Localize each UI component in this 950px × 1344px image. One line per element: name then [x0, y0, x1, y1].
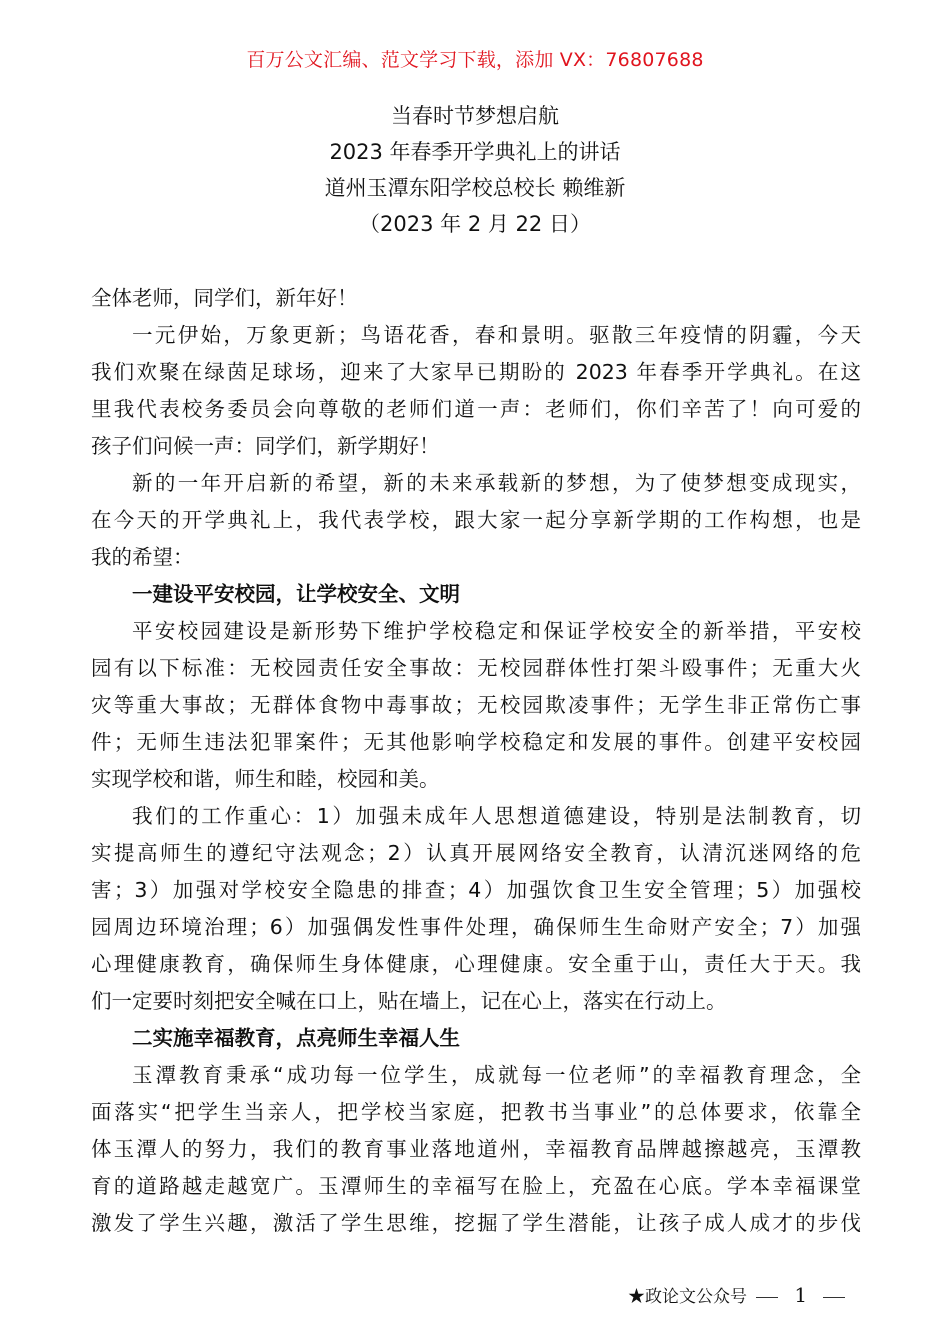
paragraph-line: 害；3）加强对学校安全隐患的排查；4）加强饮食卫生安全管理；5）加强校	[91, 878, 861, 902]
paragraph-line: 件；无师生违法犯罪案件；无其他影响学校稳定和发展的事件。创建平安校园	[91, 730, 861, 754]
title-block	[0, 98, 950, 242]
salutation: 全体老师，同学们，新年好！	[91, 286, 358, 310]
paragraph-line: 新的一年开启新的希望，新的未来承载新的梦想，为了使梦想变成现实，	[132, 471, 861, 495]
dash-divider	[756, 1297, 778, 1298]
date-line: （2023 年 2 月 22 日）	[359, 212, 591, 236]
paragraph-line: 玉潭教育秉承“成功每一位学生，成就每一位老师”的幸福教育理念，全	[132, 1063, 861, 1087]
document-body	[91, 280, 861, 1242]
author-line: 道州玉潭东阳学校总校长 赖维新	[324, 176, 626, 200]
paragraph-line: 激发了学生兴趣，激活了学生思维，挖掘了学生潜能，让孩子成人成才的步伐	[91, 1211, 861, 1235]
paragraph-line: 园周边环境治理；6）加强偶发性事件处理，确保师生生命财产安全；7）加强	[91, 915, 861, 939]
document-title: 当春时节梦想启航	[391, 104, 559, 128]
paragraph-line: 里我代表校务委员会向尊敬的老师们道一声：老师们，你们辛苦了！向可爱的	[91, 397, 861, 421]
section-heading-1: 一建设平安校园，让学校安全、文明	[132, 582, 460, 606]
paragraph-line: 体玉潭人的努力，我们的教育事业落地道州，幸福教育品牌越擦越亮，玉潭教	[91, 1137, 861, 1161]
paragraph-line: 实现学校和谐，师生和睦，校园和美。	[91, 767, 440, 791]
paragraph-line: 面落实“把学生当亲人，把学校当家庭，把教书当事业”的总体要求，依靠全	[91, 1100, 861, 1124]
paragraph-line: 平安校园建设是新形势下维护学校稳定和保证学校安全的新举措，平安校	[132, 619, 861, 643]
paragraph-line: 我的希望：	[91, 545, 194, 569]
paragraph-line: 在今天的开学典礼上，我代表学校，跟大家一起分享新学期的工作构想，也是	[91, 508, 861, 532]
paragraph-line: 心理健康教育，确保师生身体健康，心理健康。安全重于山，责任大于天。我	[91, 952, 861, 976]
paragraph-line: 育的道路越走越宽广。玉潭师生的幸福写在脸上，充盈在心底。学本幸福课堂	[91, 1174, 861, 1198]
paragraph-line: 实提高师生的遵纪守法观念；2）认真开展网络安全教育，认清沉迷网络的危	[91, 841, 861, 865]
section-heading-2: 二实施幸福教育，点亮师生幸福人生	[132, 1026, 460, 1050]
document-subtitle: 2023 年春季开学典礼上的讲话	[329, 140, 621, 164]
paragraph-line: 灾等重大事故；无群体食物中毒事故；无校园欺凌事件；无学生非正常伤亡事	[91, 693, 861, 717]
paragraph-line: 孩子们问候一声：同学们，新学期好！	[91, 434, 440, 458]
promo-banner: 百万公文汇编、范文学习下载，添加 VX：76807688	[246, 49, 704, 71]
paragraph-line: 我们欢聚在绿茵足球场，迎来了大家早已期盼的 2023 年春季开学典礼。在这	[91, 360, 861, 384]
page-footer	[628, 1282, 849, 1307]
paragraph-line: 一元伊始，万象更新；鸟语花香，春和景明。驱散三年疫情的阴霾，今天	[132, 323, 861, 347]
footer-source: ★政论文公众号	[628, 1287, 747, 1307]
paragraph-line: 们一定要时刻把安全喊在口上，贴在墙上，记在心上，落实在行动上。	[91, 989, 727, 1013]
dash-divider	[823, 1297, 845, 1298]
page-number: 1	[794, 1283, 808, 1307]
paragraph-line: 园有以下标准：无校园责任安全事故：无校园群体性打架斗殴事件；无重大火	[91, 656, 861, 680]
paragraph-line: 我们的工作重心：1）加强未成年人思想道德建设，特别是法制教育，切	[132, 804, 861, 828]
